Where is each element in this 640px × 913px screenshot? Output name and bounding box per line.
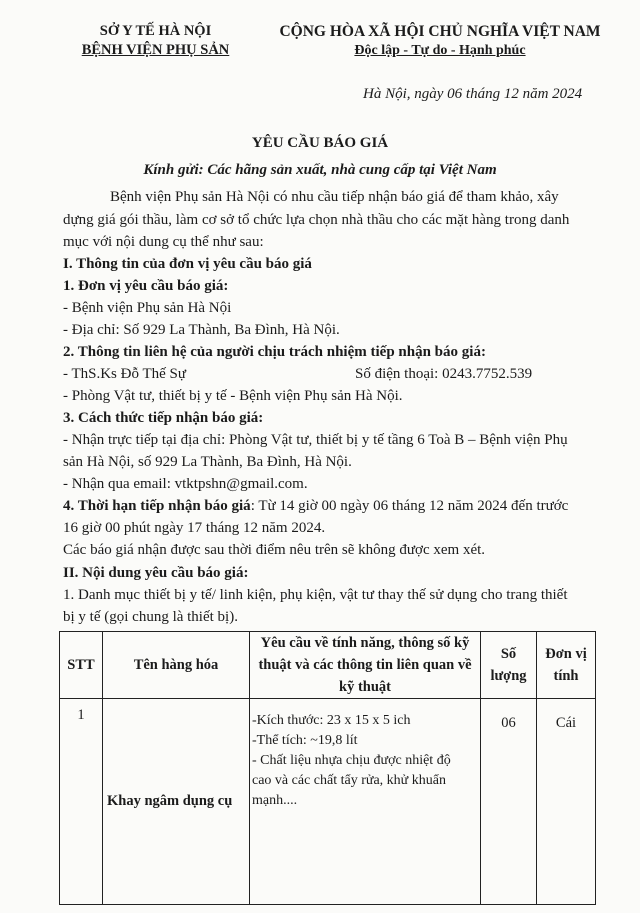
sub3-heading: 3. Cách thức tiếp nhận báo giá: xyxy=(63,410,264,426)
cell-unit: Cái xyxy=(537,699,596,905)
section-2-line: 1. Danh mục thiết bị y tế/ linh kiện, phụ kiện, vật tư thay thế sử dụng cho trang thiết xyxy=(63,587,568,603)
org-name: BỆNH VIỆN PHỤ SẢN xyxy=(81,42,230,58)
sub3-line: - Nhận trực tiếp tại địa chỉ: Phòng Vật tư, thiết bị y tế tầng 6 Toà B – Bệnh viện Phụ xyxy=(63,432,568,448)
sub1-heading: 1. Đơn vị yêu cầu báo giá: xyxy=(63,278,229,294)
header-req-line: thuật và các thông tin liên quan về xyxy=(258,657,472,673)
header-req-line: kỹ thuật xyxy=(339,679,391,695)
sub3-line: - Nhận qua email: vtktpshn@gmail.com. xyxy=(63,476,308,492)
contact-name: - ThS.Ks Đỗ Thế Sự xyxy=(63,366,187,382)
intro-line: dựng giá gói thầu, làm cơ sở tổ chức lựa chọn nhà thầu cho các mặt hàng trong danh xyxy=(63,212,570,228)
table-header-row xyxy=(60,632,596,699)
sub4-text: : Từ 14 giờ 00 ngày 06 tháng 12 năm 2024 đến trước xyxy=(250,498,569,514)
header-unit-line: Đơn vị xyxy=(545,646,587,662)
nation-motto: Độc lập - Tự do - Hạnh phúc xyxy=(354,43,526,58)
section-2-heading: II. Nội dung yêu cầu báo giá: xyxy=(63,565,249,581)
sub2-heading: 2. Thông tin liên hệ của người chịu trách nhiệm tiếp nhận báo giá: xyxy=(63,344,486,360)
section-2-line: bị y tế (gọi chung là thiết bị). xyxy=(63,609,238,625)
header-qty-line: Số xyxy=(500,646,517,662)
cell-quantity: 06 xyxy=(481,699,537,905)
header-requirements xyxy=(250,632,481,699)
intro-line: Bệnh viện Phụ sản Hà Nội có nhu cầu tiếp nhận báo giá để tham khảo, xây xyxy=(110,189,559,205)
table-row xyxy=(60,699,596,905)
sub4-line: 16 giờ 00 phút ngày 17 tháng 12 năm 2024. xyxy=(63,520,326,536)
cell-stt: 1 xyxy=(60,699,103,905)
greeting: Kính gửi: Các hãng sản xuất, nhà cung cấp tại Việt Nam xyxy=(143,162,497,178)
national-motto xyxy=(270,22,610,60)
header-req-line: Yêu cầu về tính năng, thông số kỹ xyxy=(260,635,470,651)
header-name: Tên hàng hóa xyxy=(103,632,250,699)
header-stt: STT xyxy=(60,632,103,699)
document-title: YÊU CẦU BÁO GIÁ xyxy=(251,135,389,151)
header-qty-line: lượng xyxy=(490,668,527,684)
issuing-organization xyxy=(68,22,243,60)
org-parent: SỞ Y TẾ HÀ NỘI xyxy=(99,23,212,39)
req-line: -Kích thước: 23 x 15 x 5 ich xyxy=(252,713,411,728)
sub1-line: - Bệnh viện Phụ sản Hà Nội xyxy=(63,300,232,316)
sub4-heading: 4. Thời hạn tiếp nhận báo giá xyxy=(63,498,251,514)
req-line: mạnh.... xyxy=(252,793,298,808)
sub1-line: - Địa chỉ: Số 929 La Thành, Ba Đình, Hà Nội. xyxy=(63,322,340,338)
nation-title: CỘNG HÒA XÃ HỘI CHỦ NGHĨA VIỆT NAM xyxy=(279,23,601,40)
cell-name: Khay ngâm dụng cụ xyxy=(103,699,250,905)
intro-line: mục với nội dung cụ thể như sau: xyxy=(63,234,264,250)
document-date: Hà Nội, ngày 06 tháng 12 năm 2024 xyxy=(363,86,583,102)
req-line: -Thể tích: ~19,8 lít xyxy=(252,733,358,748)
cell-requirements xyxy=(250,699,481,905)
sub4-line: Các báo giá nhận được sau thời điểm nêu trên sẽ không được xem xét. xyxy=(63,542,486,558)
contact-phone: Số điện thoại: 0243.7752.539 xyxy=(355,366,533,382)
header-quantity xyxy=(481,632,537,699)
contact-dept: - Phòng Vật tư, thiết bị y tế - Bệnh viện Phụ sản Hà Nội. xyxy=(63,388,403,404)
header-unit-line: tính xyxy=(553,668,579,684)
req-line: cao và các chất tẩy rửa, khử khuẩn xyxy=(252,773,446,788)
req-line: - Chất liệu nhựa chịu được nhiệt độ xyxy=(252,753,451,768)
sub4-line xyxy=(63,496,568,516)
header-unit xyxy=(537,632,596,699)
items-table xyxy=(59,631,596,905)
section-1-heading: I. Thông tin của đơn vị yêu cầu báo giá xyxy=(63,256,312,272)
sub3-line: sản Hà Nội, số 929 La Thành, Ba Đình, Hà Nội. xyxy=(63,454,352,470)
